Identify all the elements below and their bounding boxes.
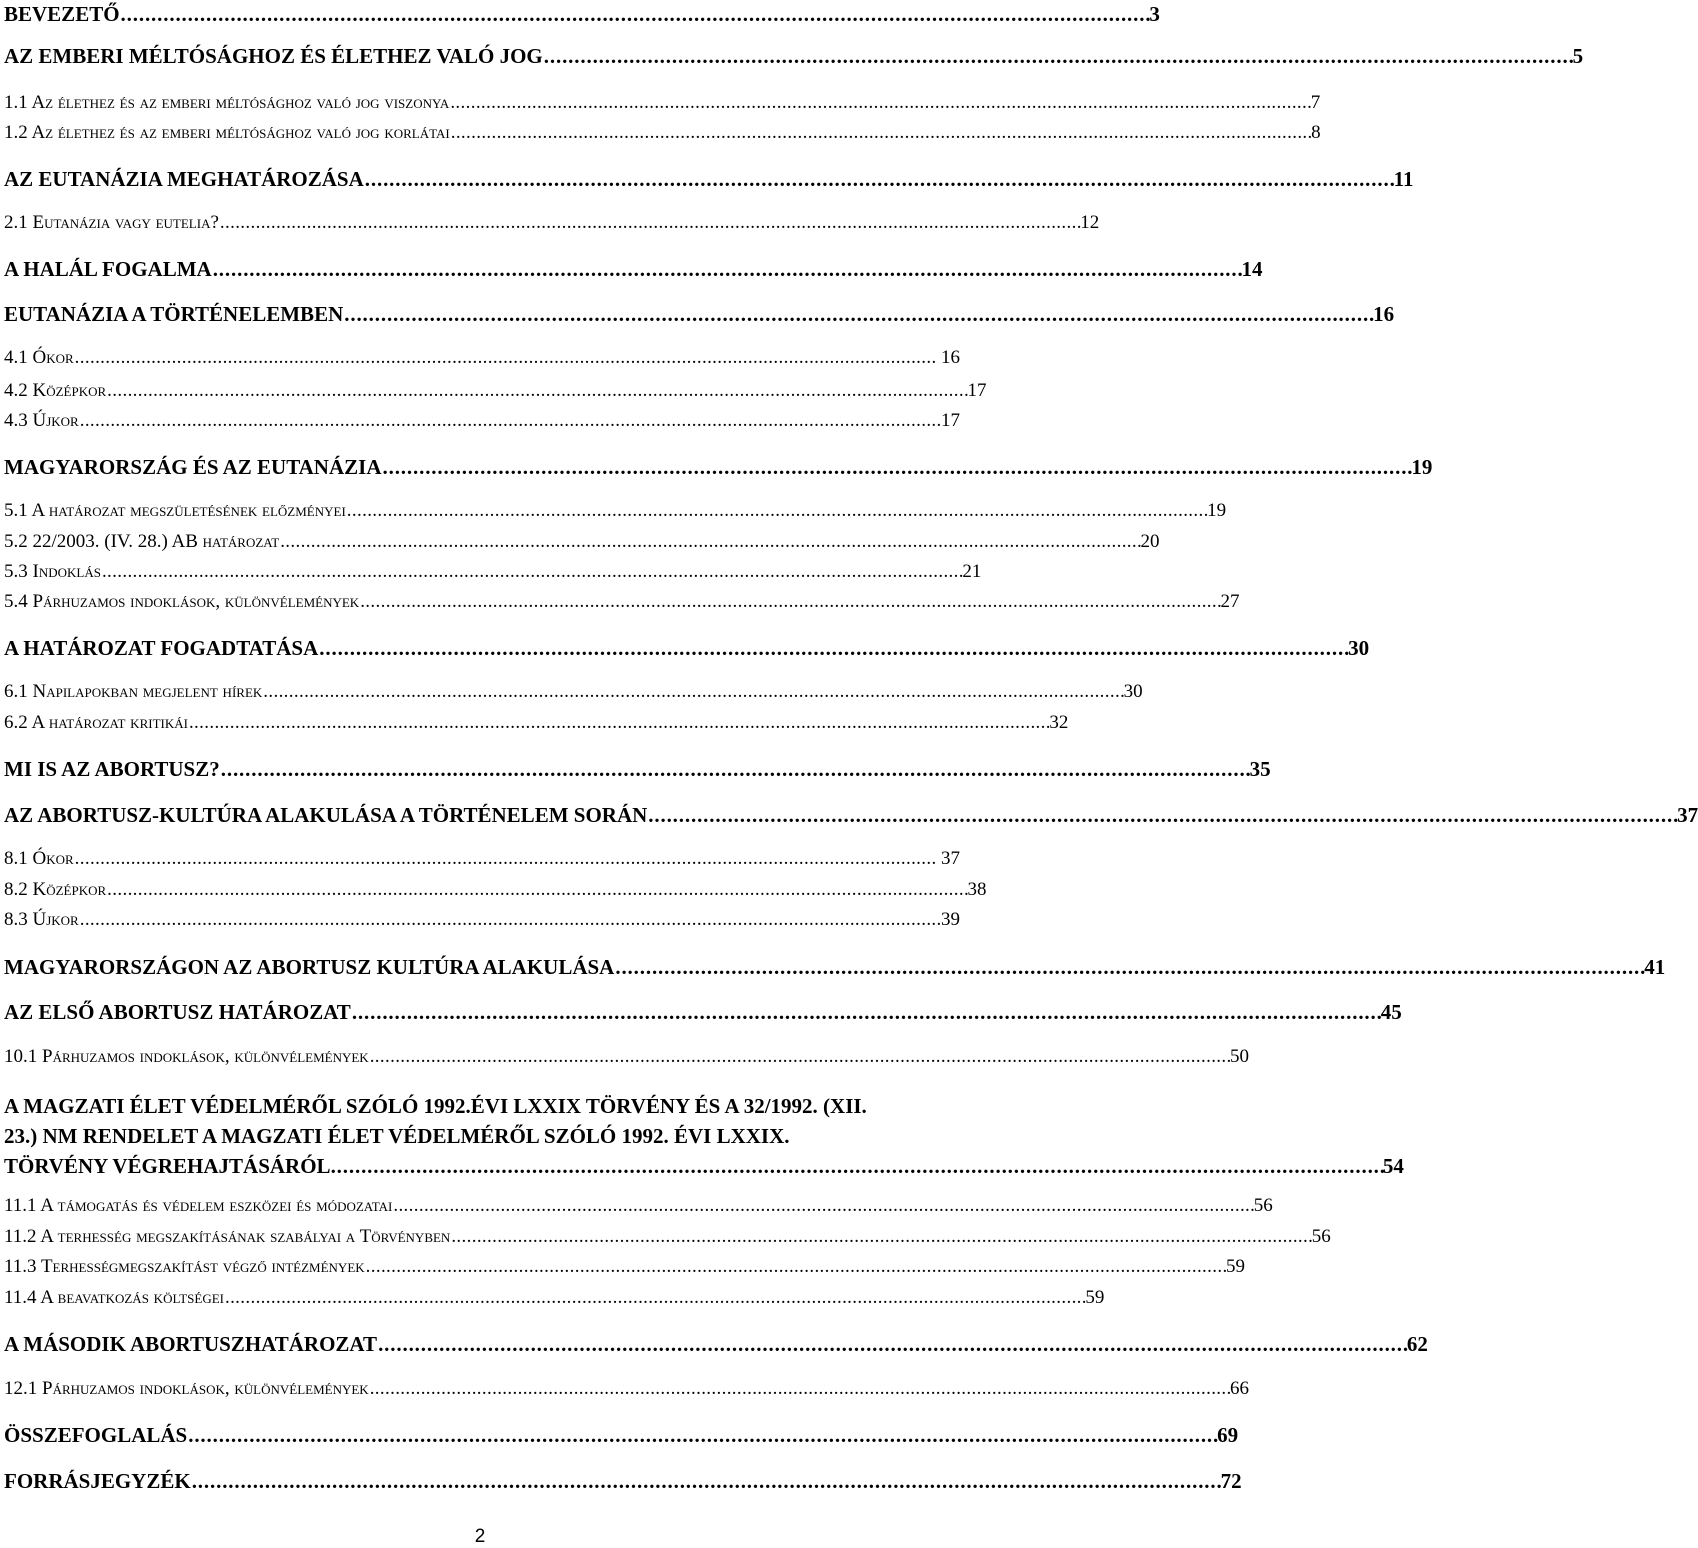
toc-entry[interactable] <box>4 500 1227 522</box>
toc-entry-title: 6.2 A határozat kritikái <box>4 712 188 733</box>
toc-entry[interactable] <box>4 848 960 870</box>
toc-entry[interactable] <box>4 455 1433 480</box>
toc-entry[interactable] <box>4 1423 1239 1448</box>
toc-entry-page: 19 <box>1411 455 1433 479</box>
toc-entry[interactable] <box>4 122 1321 144</box>
toc-entry-title-line: 23.) NM RENDELET A MAGZATI ÉLET VÉDELMÉRŐL SZÓLÓ 1992. ÉVI LXXIX. <box>4 1124 790 1148</box>
toc-entry[interactable] <box>4 561 982 583</box>
toc-entry-title: MI IS AZ ABORTUSZ? <box>4 757 220 781</box>
toc-leader-dots <box>80 410 940 432</box>
toc-entry-title: FORRÁSJEGYZÉK <box>4 1469 191 1493</box>
toc-leader-dots <box>360 591 1219 613</box>
toc-entry-page: 8 <box>1311 122 1321 143</box>
toc-entry-title: 11.2 A terhesség megszakításának szabályai a Törvényben <box>4 1226 451 1247</box>
toc-entry[interactable] <box>4 347 960 369</box>
toc-entry-title: 4.1 Ókor <box>4 347 74 368</box>
toc-entry-title-line: A MAGZATI ÉLET VÉDELMÉRŐL SZÓLÓ 1992.ÉVI LXXIX TÖRVÉNY ÉS A 32/1992. (XII. <box>4 1094 867 1118</box>
toc-entry-title: 11.4 A beavatkozás költségei <box>4 1287 224 1308</box>
toc-leader-dots <box>370 1378 1229 1400</box>
toc-entry-title: 11.1 A támogatás és védelem eszközei és módozatai <box>4 1195 393 1216</box>
toc-entry[interactable] <box>4 1226 1331 1248</box>
toc-entry-title: ÖSSZEFOGLALÁS <box>4 1423 188 1447</box>
toc-entry-page: 56 <box>1253 1195 1273 1216</box>
toc-entry-title: 2.1 Eutanázia vagy eutelia? <box>4 212 219 233</box>
toc-entry-title: 5.1 A határozat megszületésének előzményei <box>4 500 346 521</box>
toc-entry[interactable] <box>4 879 987 901</box>
toc-entry[interactable] <box>4 955 1666 980</box>
toc-leader-dots <box>220 212 1079 234</box>
toc-leader-dots <box>221 757 1249 782</box>
toc-leader-dots <box>121 2 1149 27</box>
toc-entry-page: 17 <box>967 380 987 401</box>
toc-entry[interactable] <box>4 803 1698 828</box>
toc-entry[interactable] <box>4 44 1584 69</box>
toc-entry-title: AZ EUTANÁZIA MEGHATÁROZÁSA <box>4 167 364 191</box>
toc-entry[interactable] <box>4 92 1321 114</box>
toc-entry-title: 8.1 Ókor <box>4 848 74 869</box>
toc-entry-title: 1.2 Az élethez és az emberi méltósághoz való jog korlátai <box>4 122 450 143</box>
toc-entry-title: 8.2 Középkor <box>4 879 107 900</box>
toc-entry-page: 32 <box>1049 712 1069 733</box>
toc-leader-dots <box>319 636 1347 661</box>
toc-leader-dots <box>370 1046 1229 1068</box>
toc-leader-dots: . . . . . . . . . . . . . . . . . . . . . . . . . . . . . . . . . . . . . . . . . . . . . . . . . . . . . . . . . . . . . . . . . . . . . . . . . . . . . . . . . . . . . . . . . . . . . . . . . . . . . . . . . . . . . . . . . . . . . . . . . . . . . . . . . . . . . . . . . . . . . . . . . . . . . . . . . . . . . . . . . . . . . . . . . . . . . <box>330 1154 1383 1178</box>
toc-entry-title: MAGYARORSZÁG ÉS AZ EUTANÁZIA <box>4 455 382 479</box>
toc-entry-title-line: TÖRVÉNY VÉGREHAJTÁSÁRÓL <box>4 1154 331 1178</box>
toc-entry-page: 20 <box>1140 531 1160 552</box>
toc-entry-title: MAGYARORSZÁGON AZ ABORTUSZ KULTÚRA ALAKULÁSA <box>4 955 615 979</box>
toc-entry-page: 14 <box>1241 257 1263 281</box>
toc-entry-page: 16 <box>941 347 960 368</box>
toc-entry-page: 35 <box>1249 757 1271 781</box>
toc-entry-multiline[interactable] <box>4 1091 1404 1181</box>
toc-entry[interactable] <box>4 531 1160 553</box>
toc-entry[interactable] <box>4 410 960 432</box>
toc-entry-title: AZ ELSŐ ABORTUSZ HATÁROZAT <box>4 1000 351 1024</box>
toc-entry-page: 39 <box>941 909 960 930</box>
toc-entry-title: 11.3 Terhességmegszakítást végző intézmények <box>4 1256 365 1277</box>
toc-entry-page: 72 <box>1220 1469 1242 1493</box>
toc-leader-dots <box>344 302 1372 327</box>
toc-entry-title: 4.3 Újkor <box>4 410 79 431</box>
toc-entry[interactable] <box>4 681 1143 703</box>
toc-entry-page: 54 <box>1382 1154 1404 1178</box>
toc-leader-dots <box>225 1287 1084 1309</box>
toc-entry-page: 59 <box>1085 1287 1105 1308</box>
toc-leader-dots <box>451 122 1310 144</box>
toc-entry-page: 45 <box>1380 1000 1402 1024</box>
toc-entry[interactable] <box>4 1287 1105 1309</box>
toc-leader-dots <box>393 1195 1252 1217</box>
toc-entry-title: 12.1 Párhuzamos indoklások, különvélemények <box>4 1378 369 1399</box>
toc-entry-page: 38 <box>967 879 987 900</box>
toc-entry-title: 5.2 22/2003. (IV. 28.) AB határozat <box>4 531 280 552</box>
toc-entry-title: BEVEZETŐ <box>4 2 120 26</box>
toc-leader-dots <box>365 167 1393 192</box>
toc-entry-page: 69 <box>1217 1423 1239 1447</box>
toc-entry-page: 56 <box>1311 1226 1331 1247</box>
toc-entry-title: 1.1 Az élethez és az emberi méltósághoz való jog viszonya <box>4 92 450 113</box>
toc-entry[interactable] <box>4 1469 1242 1494</box>
toc-entry[interactable] <box>4 636 1370 661</box>
toc-leader-dots <box>188 1423 1216 1448</box>
toc-leader-dots <box>366 1256 1225 1278</box>
toc-entry-title: 6.1 Napilapokban megjelent hírek <box>4 681 263 702</box>
toc-entry-title: AZ EMBERI MÉLTÓSÁGHOZ ÉS ÉLETHEZ VALÓ JOG <box>4 44 543 68</box>
toc-entry-page: 37 <box>1677 803 1698 827</box>
toc-entry-page: 30 <box>1123 681 1143 702</box>
toc-entry-page: 11 <box>1393 167 1414 191</box>
toc-entry-title: AZ ABORTUSZ-KULTÚRA ALAKULÁSA A TÖRTÉNELEM SORÁN <box>4 803 648 827</box>
toc-entry[interactable] <box>4 1378 1250 1400</box>
toc-entry-page: 16 <box>1373 302 1395 326</box>
toc-leader-dots <box>75 848 940 870</box>
toc-leader-dots <box>347 500 1206 522</box>
toc-entry[interactable] <box>4 1046 1250 1068</box>
toc-entry-title: 4.2 Középkor <box>4 380 107 401</box>
toc-entry-title: A HATÁROZAT FOGADTATÁSA <box>4 636 319 660</box>
toc-entry[interactable] <box>4 1256 1246 1278</box>
toc-leader-dots <box>544 44 1572 69</box>
toc-entry[interactable] <box>4 302 1395 327</box>
toc-leader-dots <box>383 455 1411 480</box>
toc-entry[interactable] <box>4 909 960 931</box>
toc-leader-dots <box>378 1332 1406 1357</box>
toc-entry[interactable] <box>4 1000 1402 1025</box>
toc-entry-page: 17 <box>941 410 960 431</box>
toc-entry-page: 7 <box>1310 92 1321 113</box>
toc-entry-page: 27 <box>1220 591 1240 612</box>
toc-entry[interactable] <box>4 257 1263 282</box>
toc-leader-dots <box>263 681 1122 703</box>
toc-entry-title: 10.1 Párhuzamos indoklások, különvélemények <box>4 1046 369 1067</box>
toc-leader-dots <box>451 1226 1310 1248</box>
toc-entry[interactable] <box>4 212 1100 234</box>
toc-leader-dots <box>615 955 1643 980</box>
toc-leader-dots <box>280 531 1139 553</box>
toc-entry-page: 21 <box>962 561 982 582</box>
toc-entry[interactable] <box>4 2 1160 27</box>
toc-entry-title: EUTANÁZIA A TÖRTÉNELEMBEN <box>4 302 344 326</box>
toc-entry[interactable] <box>4 1195 1273 1217</box>
toc-entry[interactable] <box>4 380 987 402</box>
toc-entry-title: 5.3 Indoklás <box>4 561 101 582</box>
toc-entry[interactable] <box>4 757 1271 782</box>
toc-entry-page: 19 <box>1207 500 1227 521</box>
toc-entry-page: 66 <box>1230 1378 1250 1399</box>
toc-entry-title: A HALÁL FOGALMA <box>4 257 212 281</box>
toc-entry-title: 8.3 Újkor <box>4 909 79 930</box>
toc-entry-page: 3 <box>1149 2 1160 26</box>
toc-entry[interactable] <box>4 591 1240 613</box>
toc-leader-dots <box>75 347 940 369</box>
toc-leader-dots <box>107 380 966 402</box>
toc-entry-page: 62 <box>1406 1332 1428 1356</box>
toc-entry-title: A MÁSODIK ABORTUSZHATÁROZAT <box>4 1332 378 1356</box>
toc-leader-dots <box>102 561 961 583</box>
toc-entry-page: 30 <box>1348 636 1370 660</box>
toc-entry-title: 5.4 Párhuzamos indoklások, különvélemények <box>4 591 360 612</box>
toc-leader-dots <box>107 879 966 901</box>
toc-leader-dots <box>648 803 1676 828</box>
toc-leader-dots <box>80 909 940 931</box>
toc-entry-page: 12 <box>1080 212 1100 233</box>
toc-entry[interactable] <box>4 167 1414 192</box>
toc-entry-page: 50 <box>1230 1046 1250 1067</box>
toc-leader-dots <box>189 712 1048 734</box>
toc-entry-page: 41 <box>1644 955 1666 979</box>
toc-entry[interactable] <box>4 712 1069 734</box>
toc-leader-dots <box>450 92 1309 114</box>
toc-entry-page: 5 <box>1572 44 1584 68</box>
toc-entry-page: 59 <box>1226 1256 1246 1277</box>
toc-entry[interactable] <box>4 1332 1428 1357</box>
toc-leader-dots <box>213 257 1241 282</box>
toc-leader-dots <box>352 1000 1380 1025</box>
toc-leader-dots <box>192 1469 1220 1494</box>
toc-entry-page: 37 <box>941 848 960 869</box>
page-number: 2 <box>474 1526 486 1547</box>
